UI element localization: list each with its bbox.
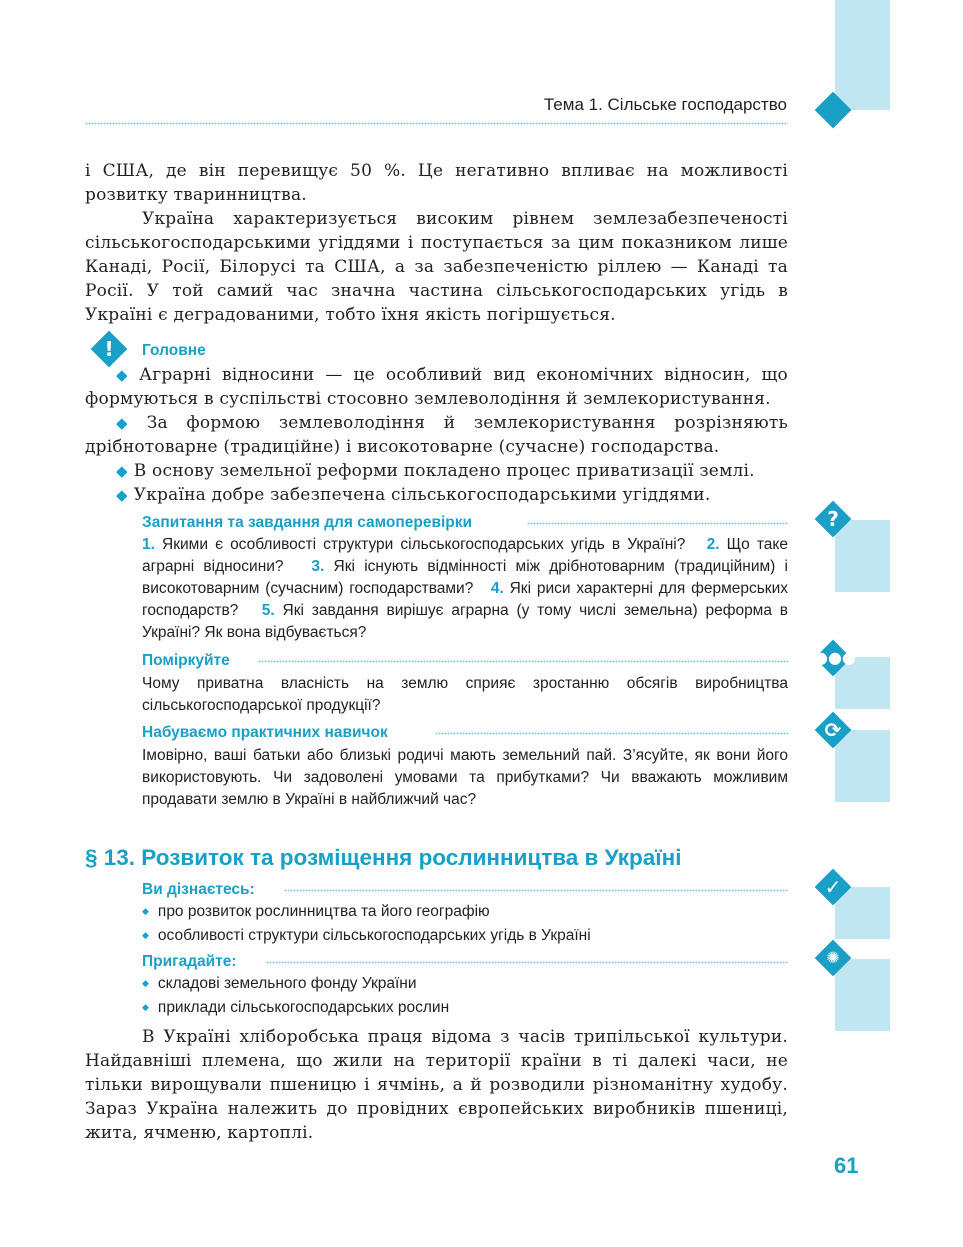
- side-tab-top: [835, 0, 890, 110]
- list-item: ◆ про розвиток рослинництва та його географію: [142, 903, 490, 920]
- recall-rule: [266, 960, 788, 965]
- practice-text: Імовірно, ваші батьки або близькі родичі мають земельний пай. З’ясуйте, як вони його використовують. Чи задоволені умовами та прибутками? Чи вважають можливим продавати землю в Україні в найближчий час?: [142, 747, 788, 808]
- main-points-list: [85, 363, 788, 507]
- main-point: ◆ Аграрні відносини — це особливий вид економічних відносин, що формуються в суспільстві стосовно землеволодіння й землекористування.: [85, 365, 788, 409]
- questions-title: Запитання та завдання для самоперевірки: [142, 514, 473, 531]
- main-point: ◆ Україна добре забезпечена сільськогосподарськими угіддями.: [116, 485, 711, 505]
- speech-bubble-icon: ●●●: [814, 648, 856, 667]
- practice-rule: [435, 731, 788, 736]
- intro-paragraph-1: і США, де він перевищує 50 %. Це негативно впливає на можливості розвитку тваринництва.: [85, 161, 788, 205]
- diamond-bullet-icon: ◆: [142, 1003, 149, 1013]
- think-title: Поміркуйте: [142, 652, 230, 669]
- think-rule: [258, 659, 788, 664]
- practice-title: Набуваємо практичних навичок: [142, 724, 388, 741]
- diamond-bullet-icon: ◆: [116, 462, 128, 480]
- checkmark-icon: ✓: [824, 875, 842, 899]
- intro-paragraph-2: Україна характеризується високим рівнем землезабезпеченості сільськогосподарськими угіддями і поступається за цим показником лише Канаді, Росії, Білорусі та США, а за забезпеченістю ріллею — Канаді та Росії. У той самий час значна частина сільськогосподарських угідь в Україні є деградованими, тобто їхня якість погіршується.: [85, 209, 788, 325]
- questions-rule: [527, 521, 788, 526]
- exclamation-icon: !: [104, 337, 114, 361]
- diamond-bullet-icon: ◆: [142, 907, 149, 917]
- question-icon: ?: [827, 507, 839, 531]
- section-title: § 13. Розвиток та розміщення рослинництва в Україні: [85, 845, 682, 870]
- learn-list: [142, 901, 788, 949]
- main-point: ◆ За формою землеволодіння й землекористування розрізняють дрібнотоварне (традиційне) і високотоварне (сучасне) господарства.: [85, 413, 788, 457]
- list-item: ◆ приклади сільськогосподарських рослин: [142, 999, 450, 1016]
- diamond-bullet-icon: ◆: [116, 414, 141, 432]
- diamond-bullet-icon: ◆: [116, 486, 128, 504]
- list-item: ◆ складові земельного фонду України: [142, 975, 417, 992]
- recall-list: [142, 973, 788, 1021]
- diamond-bullet-icon: ◆: [116, 366, 134, 384]
- running-header: Тема 1. Сільське господарство: [543, 95, 787, 114]
- learn-rule: [284, 888, 788, 893]
- main-point: ◆ В основу земельної реформи покладено процес приватизації землі.: [116, 461, 755, 481]
- diamond-bullet-icon: ◆: [142, 931, 149, 941]
- recall-title: Пригадайте:: [142, 953, 237, 970]
- lightbulb-icon: ✺: [826, 948, 840, 967]
- questions-text: 1. Якими є особливості структури сільськогосподарських угідь в Україні? 2. Що таке аграрні відносини? 3. Які існують відмінності між дрібнотоварним (традиційним) і високотоварним (сучасним) господарствами? 4. Які риси характерні для фермерських господарств? 5. Які завдання вирішує аграрна (у тому числі земельна) реформа в Україні? Як вона відбувається?: [142, 536, 789, 641]
- list-item: ◆ особливості структури сільськогосподарських угідь в Україні: [142, 927, 591, 944]
- refresh-icon: ⟳: [824, 718, 842, 742]
- think-text: Чому приватна власність на землю сприяє зростанню обсягів виробництва сільськогосподарської продукції?: [142, 675, 788, 714]
- main-points-title: Головне: [142, 342, 206, 359]
- learn-title: Ви дізнаєтесь:: [142, 881, 255, 898]
- intro-text: [85, 159, 788, 327]
- page-number: 61: [834, 1153, 859, 1178]
- section-body: В Україні хліборобська праця відома з часів трипільської культури. Найдавніші племена, що жили на території країни в ті далекі часи, не тільки вирощували пшеницю і ячмінь, а й розводили різноманітну худобу. Зараз Україна належить до провідних європейських виробників пшениці, жита, ячменю, картоплі.: [85, 1027, 788, 1143]
- diamond-bullet-icon: ◆: [142, 979, 149, 989]
- header-rule: [85, 121, 788, 126]
